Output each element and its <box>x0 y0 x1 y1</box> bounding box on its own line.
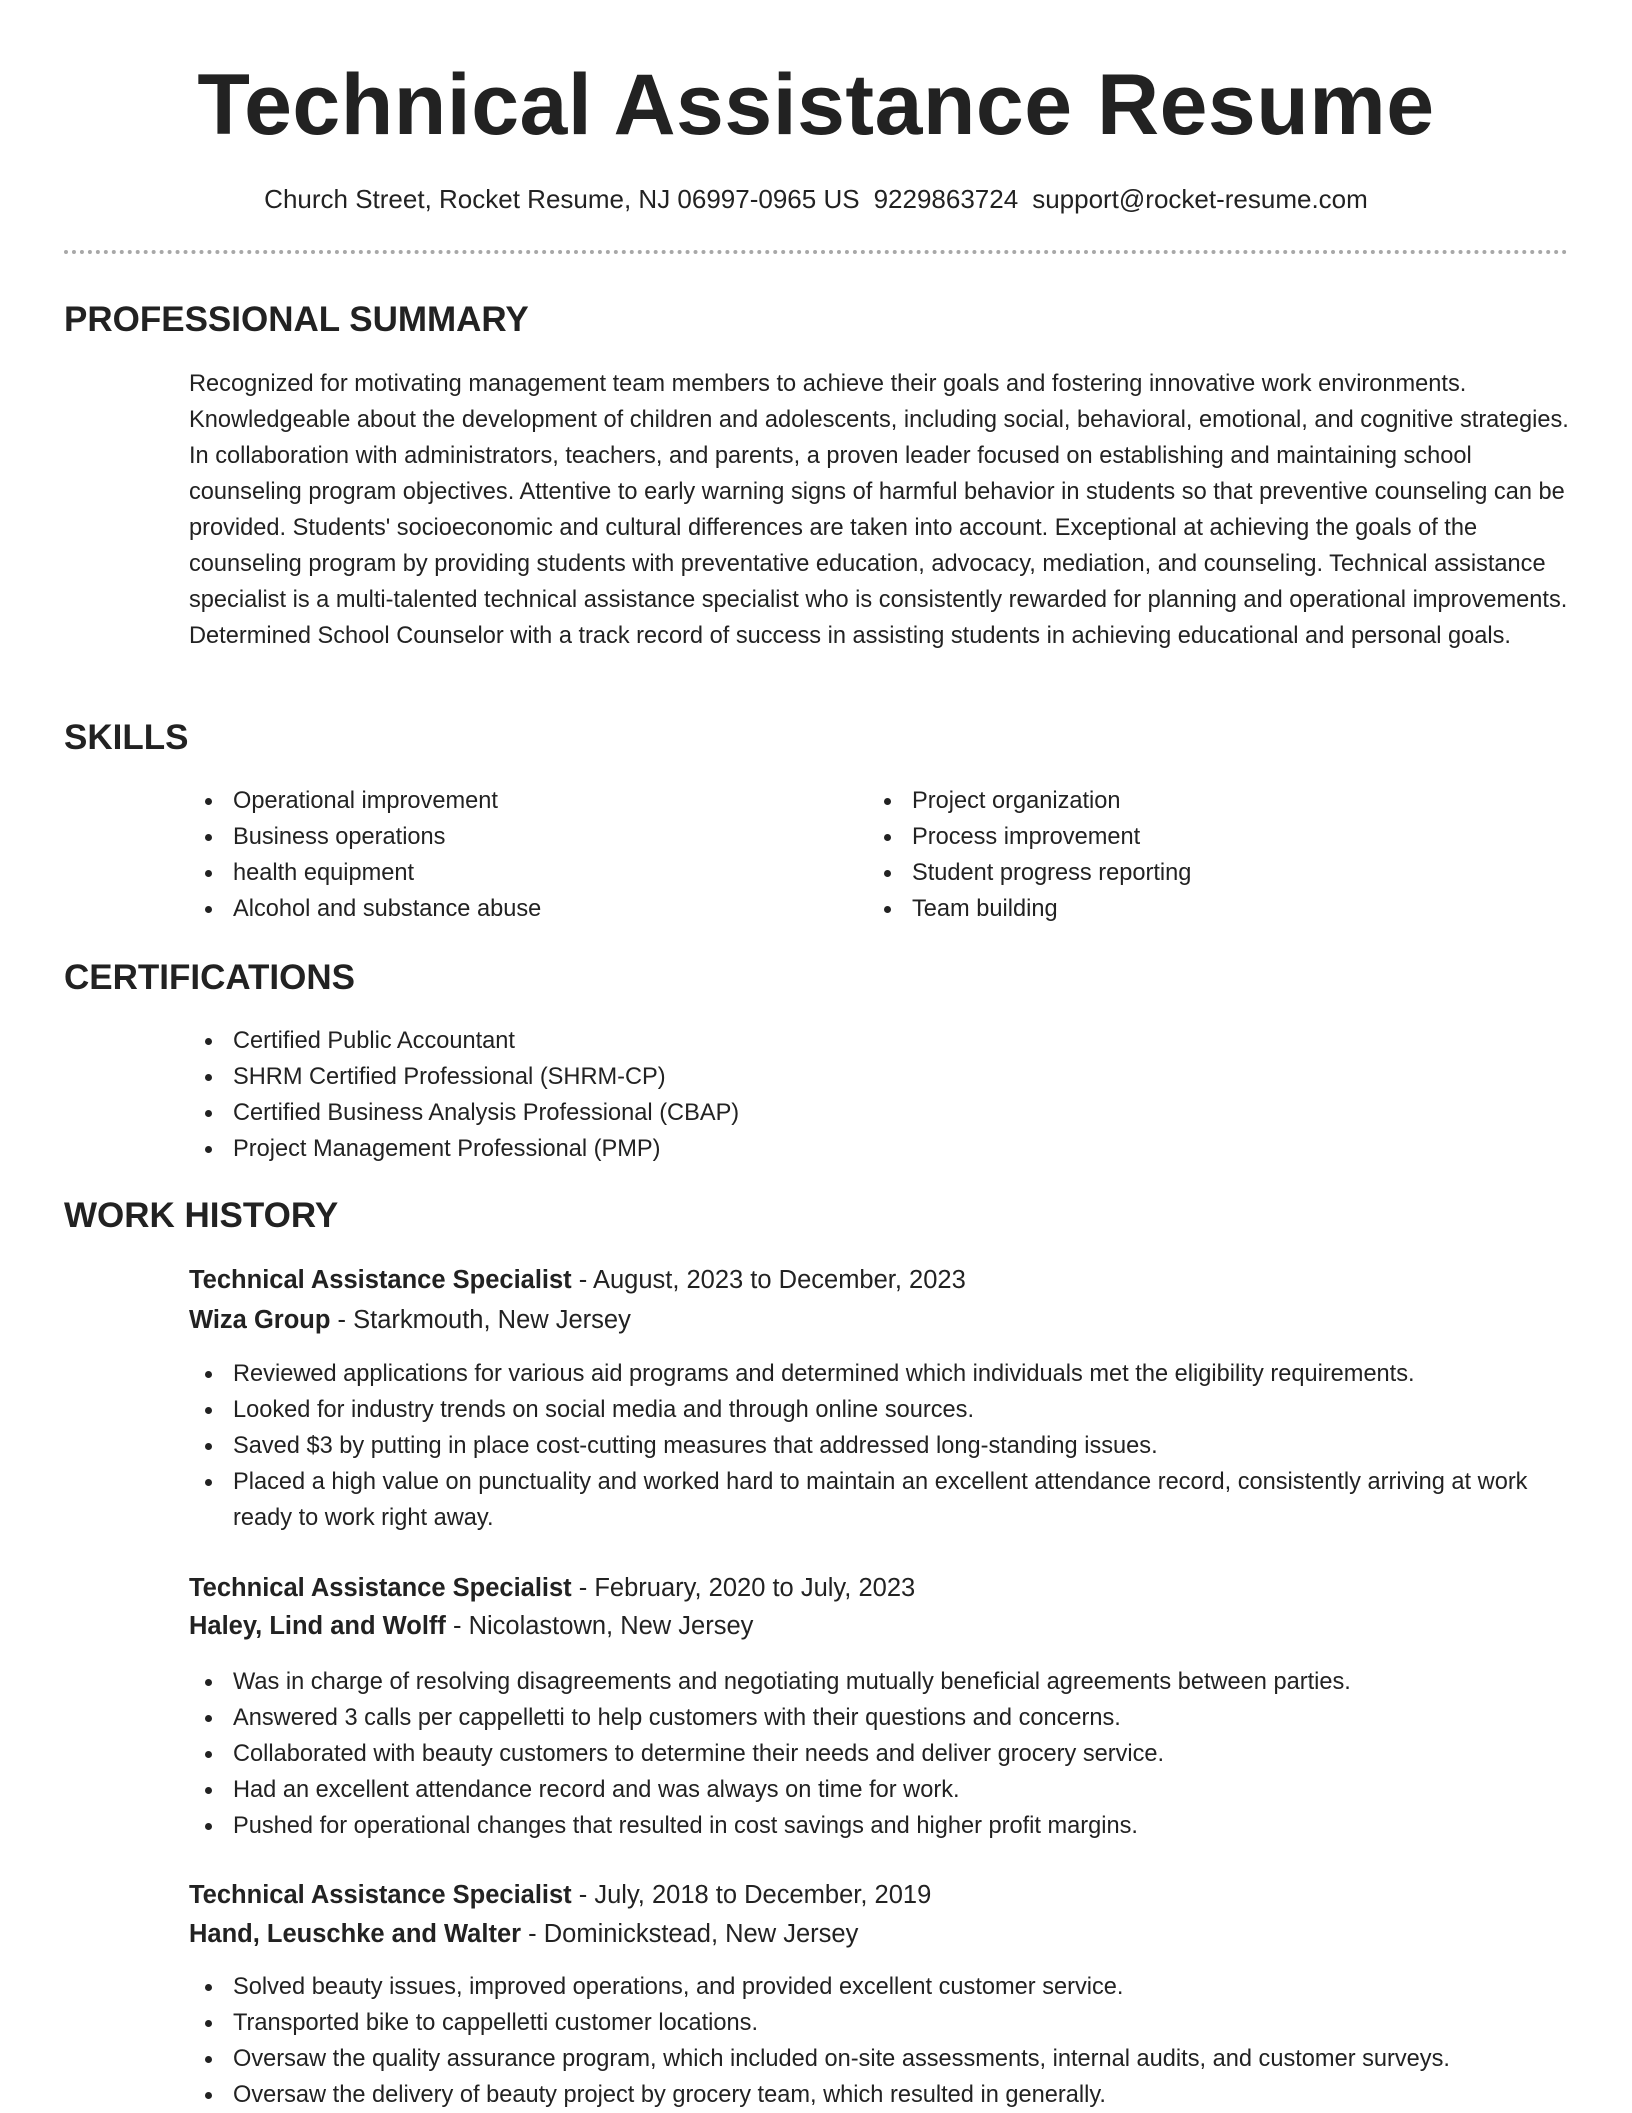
list-item: Looked for industry trends on social media and through online sources. <box>189 1392 1569 1428</box>
list-item: Operational improvement <box>189 783 849 819</box>
list-item: Project Management Professional (PMP) <box>189 1131 1569 1167</box>
job-company-line <box>189 1916 858 1952</box>
job-location: - Dominickstead, New Jersey <box>521 1920 859 1948</box>
list-item: Collaborated with beauty customers to determine their needs and deliver grocery service. <box>189 1736 1569 1772</box>
contact-address: Church Street, Rocket Resume, NJ 06997-0965 US <box>264 184 860 214</box>
contact-email: support@rocket-resume.com <box>1032 184 1368 214</box>
list-item: SHRM Certified Professional (SHRM-CP) <box>189 1059 1569 1095</box>
header-divider <box>64 250 1568 254</box>
job-company-line <box>189 1302 631 1338</box>
list-item: Team building <box>868 891 1548 927</box>
list-item: Pushed for operational changes that resulted in cost savings and higher profit margins. <box>189 1808 1569 1844</box>
job-role: Technical Assistance Specialist <box>189 1881 572 1909</box>
list-item: Business operations <box>189 819 849 855</box>
contact-line <box>0 182 1632 216</box>
list-item: Oversaw the delivery of beauty project by grocery team, which resulted in generally. <box>189 2077 1569 2113</box>
list-item: Certified Business Analysis Professional (CBAP) <box>189 1095 1569 1131</box>
job-title-line <box>189 1262 966 1298</box>
contact-phone: 9229863724 <box>873 184 1019 214</box>
job-location: - Starkmouth, New Jersey <box>330 1306 631 1334</box>
skills-list-right <box>868 783 1548 927</box>
job-title-line <box>189 1877 931 1913</box>
job-dates: - July, 2018 to December, 2019 <box>571 1881 932 1909</box>
job-company-line <box>189 1608 753 1644</box>
list-item: Reviewed applications for various aid programs and determined which individuals met the eligibility requirements. <box>189 1356 1569 1392</box>
list-item: Project organization <box>868 783 1548 819</box>
list-item: Certified Public Accountant <box>189 1023 1569 1059</box>
job-company: Wiza Group <box>189 1306 331 1334</box>
section-title-work-history: WORK HISTORY <box>64 1196 339 1235</box>
summary-text: Recognized for motivating management team members to achieve their goals and fostering innovative work environments. Knowledgeable about the development of children and adolescents, including social, behavioral, emotional, and cognitive strategies. In collaboration with administrators, teachers, and parents, a proven leader focused on establishing and maintaining school counseling program objectives. Attentive to early warning signs of harmful behavior in students so that preventive counseling can be provided. Students' socioeconomic and cultural differences are taken into account. Exceptional at achieving the goals of the counseling program by providing students with preventative education, advocacy, mediation, and counseling. Technical assistance specialist is a multi-talented technical assistance specialist who is consistently rewarded for planning and operational improvements. Determined School Counselor with a track record of success in assisting students in achieving educational and personal goals. <box>189 371 1569 649</box>
section-title-certifications: CERTIFICATIONS <box>64 958 356 997</box>
job-role: Technical Assistance Specialist <box>189 1266 572 1294</box>
job-location: - Nicolastown, New Jersey <box>445 1612 754 1640</box>
job-company: Haley, Lind and Wolff <box>189 1612 446 1640</box>
list-item: Oversaw the quality assurance program, which included on-site assessments, internal audits, and customer surveys. <box>189 2041 1569 2077</box>
list-item: Transported bike to cappelletti customer locations. <box>189 2005 1569 2041</box>
list-item: Answered 3 calls per cappelletti to help customers with their questions and concerns. <box>189 1700 1569 1736</box>
list-item: Placed a high value on punctuality and worked hard to maintain an excellent attendance record, consistently arriving at work ready to work right away. <box>189 1464 1569 1536</box>
job-dates: - February, 2020 to July, 2023 <box>571 1574 916 1602</box>
job-role: Technical Assistance Specialist <box>189 1574 572 1602</box>
list-item: Was in charge of resolving disagreements and negotiating mutually beneficial agreements between parties. <box>189 1664 1569 1700</box>
section-title-summary: PROFESSIONAL SUMMARY <box>64 300 529 339</box>
list-item: Student progress reporting <box>868 855 1548 891</box>
list-item: Alcohol and substance abuse <box>189 891 849 927</box>
section-title-skills: SKILLS <box>64 718 189 757</box>
list-item: Process improvement <box>868 819 1548 855</box>
certifications-list <box>189 1023 1569 1167</box>
job-company: Hand, Leuschke and Walter <box>189 1920 522 1948</box>
list-item: Had an excellent attendance record and was always on time for work. <box>189 1772 1569 1808</box>
job-title-line <box>189 1570 915 1606</box>
job-bullets <box>189 1356 1569 1536</box>
list-item: health equipment <box>189 855 849 891</box>
resume-title: Technical Assistance Resume <box>197 57 1435 153</box>
job-bullets <box>189 1664 1569 1844</box>
list-item: Solved beauty issues, improved operations, and provided excellent customer service. <box>189 1969 1569 2005</box>
job-bullets <box>189 1969 1569 2113</box>
list-item: Saved $3 by putting in place cost-cutting measures that addressed long-standing issues. <box>189 1428 1569 1464</box>
skills-list-left <box>189 783 849 927</box>
job-dates: - August, 2023 to December, 2023 <box>571 1266 966 1294</box>
